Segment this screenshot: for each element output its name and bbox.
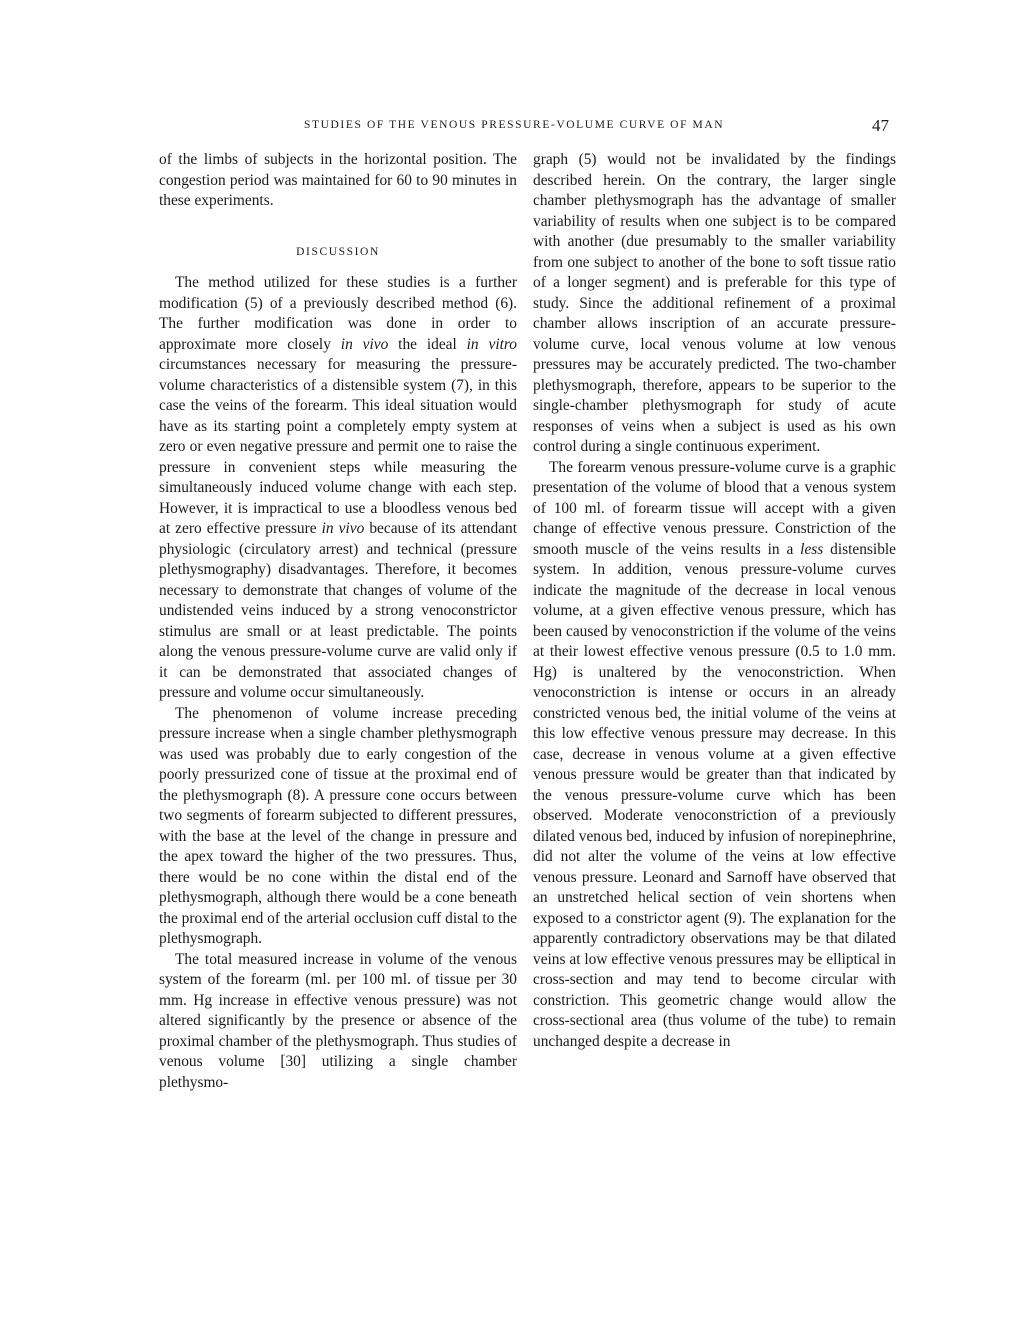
paragraph-volume-increase: The phenomenon of volume increase preceding pressure increase when a single chamber plethysmograph was used was probably due to early congestion of the poorly pressurized cone of tissue at the proximal end of the plethysmograph (8). A pressure cone occurs between two segments of forearm subjected to different pressures, with the base at the level of the change in pressure and the apex toward the higher of the two pressures. Thus, there would be no cone within the distal end of the plethysmograph, although there would be a cone beneath the proximal end of the arterial occlusion cuff distal to the plethysmograph. (159, 704, 517, 947)
paragraph-continuation: of the limbs of subjects in the horizontal position. The congestion period was maintained for 60 to 90 minutes in these experiments. (159, 151, 517, 209)
paragraph-continuation: graph (5) would not be invalidated by the findings described herein. On the contrary, the larger single chamber plethysmograph has the advantage of smaller variability of results when one subject is to be compared with another (due presumably to the smaller variability from one subject to another of the bone to soft tissue ratio of a longer segment) and is preferable for this type of study. Since the additional refinement of a proximal chamber allows inscription of an accurate pressure-volume curve, local venous volume at low venous pressures may be accurately predicted. The two-chamber plethysmograph, therefore, appears to be superior to the single-chamber plethysmograph for study of acute responses of veins when a subject is used as his own control during a single continuous experiment. (533, 151, 896, 455)
paragraph-method (159, 273, 517, 704)
running-title: STUDIES OF THE VENOUS PRESSURE-VOLUME CURVE OF MAN (304, 119, 725, 131)
section-heading-discussion: DISCUSSION (296, 245, 380, 258)
paragraph-text: distensible system. In addition, venous pressure-volume curves indicate the magnitude of the decrease in local venous volume, at a given effective venous pressure, which has been caused by venoconstriction if the volume of the veins at their lowest effective venous pressure (0.5 to 1.0 mm. Hg) is unaltered by the venoconstriction. When venoconstriction is intense or occurs in an already constricted venous bed, the initial volume of the veins at this low effective venous pressure may decrease. In this case, decrease in venous volume at a given effective venous pressure would be greater than that indicated by the venous pressure-volume curve which has been observed. Moderate venoconstriction of a previously dilated venous bed, induced by infusion of norepinephrine, did not alter the volume of the veins at low effective venous pressure. Leonard and Sarnoff have observed that an unstretched helical section of vein shortens when exposed to a constrictor agent (9). The explanation for the apparently contradictory observations may be that dilated veins at low effective venous pressures may be elliptical in cross-section and may tend to become circular with constriction. This geometric change would allow the cross-sectional area (thus volume of the tube) to remain unchanged despite a decrease in (533, 540, 896, 1050)
left-column (159, 150, 517, 1093)
paragraph-total-increase: The total measured increase in volume of the venous system of the forearm (ml. per 100 ml. of tissue per 30 mm. Hg increase in effective venous pressure) was not altered significantly by the presence or absence of the proximal chamber of the plethysmograph. Thus studies of venous volume [30] utilizing a single chamber plethysmo- (159, 950, 517, 1091)
paragraph-text: The forearm venous pressure-volume curve is a graphic presentation of the volume of blood that a venous system of 100 ml. of forearm tissue will accept with a given change of effective venous pressure. Constriction of the smooth muscle of the veins results in a (533, 458, 896, 558)
paragraph-text: circumstances necessary for measuring the pressure-volume characteristics of a distensible system (7), in this case the veins of the forearm. This ideal situation would have as its starting point a completely empty system at zero or even negative pressure and permit one to raise the pressure in convenient steps while measuring the simultaneously induced volume change with each step. However, it is impractical to use a bloodless venous bed at zero effective pressure (159, 356, 517, 537)
italic-term: in vitro (466, 335, 518, 353)
paragraph-text: the ideal (388, 335, 467, 353)
paragraph-pressure-volume-curve (533, 458, 896, 1053)
paragraph-text: because of its attendant physiologic (circulatory arrest) and technical (pressure plethysmography) disadvantages. Therefore, it becomes necessary to demonstrate that changes of volume of the undistended veins induced by a strong venoconstrictor stimulus are small or at least predictable. The points along the venous pressure-volume curve are valid only if it can be demonstrated that associated changes of pressure and volume occur simultaneously. (159, 520, 518, 701)
paragraph-text: The method utilized for these studies is a further modification (5) of a previously described method (6). The further modification was done in order to approximate more closely (159, 274, 517, 353)
italic-term: less (800, 540, 824, 558)
right-column (533, 150, 896, 1052)
running-head (0, 116, 1020, 138)
italic-term: in vivo (321, 520, 365, 537)
italic-term: in vivo (340, 335, 389, 353)
page-number: 47 (872, 116, 889, 135)
